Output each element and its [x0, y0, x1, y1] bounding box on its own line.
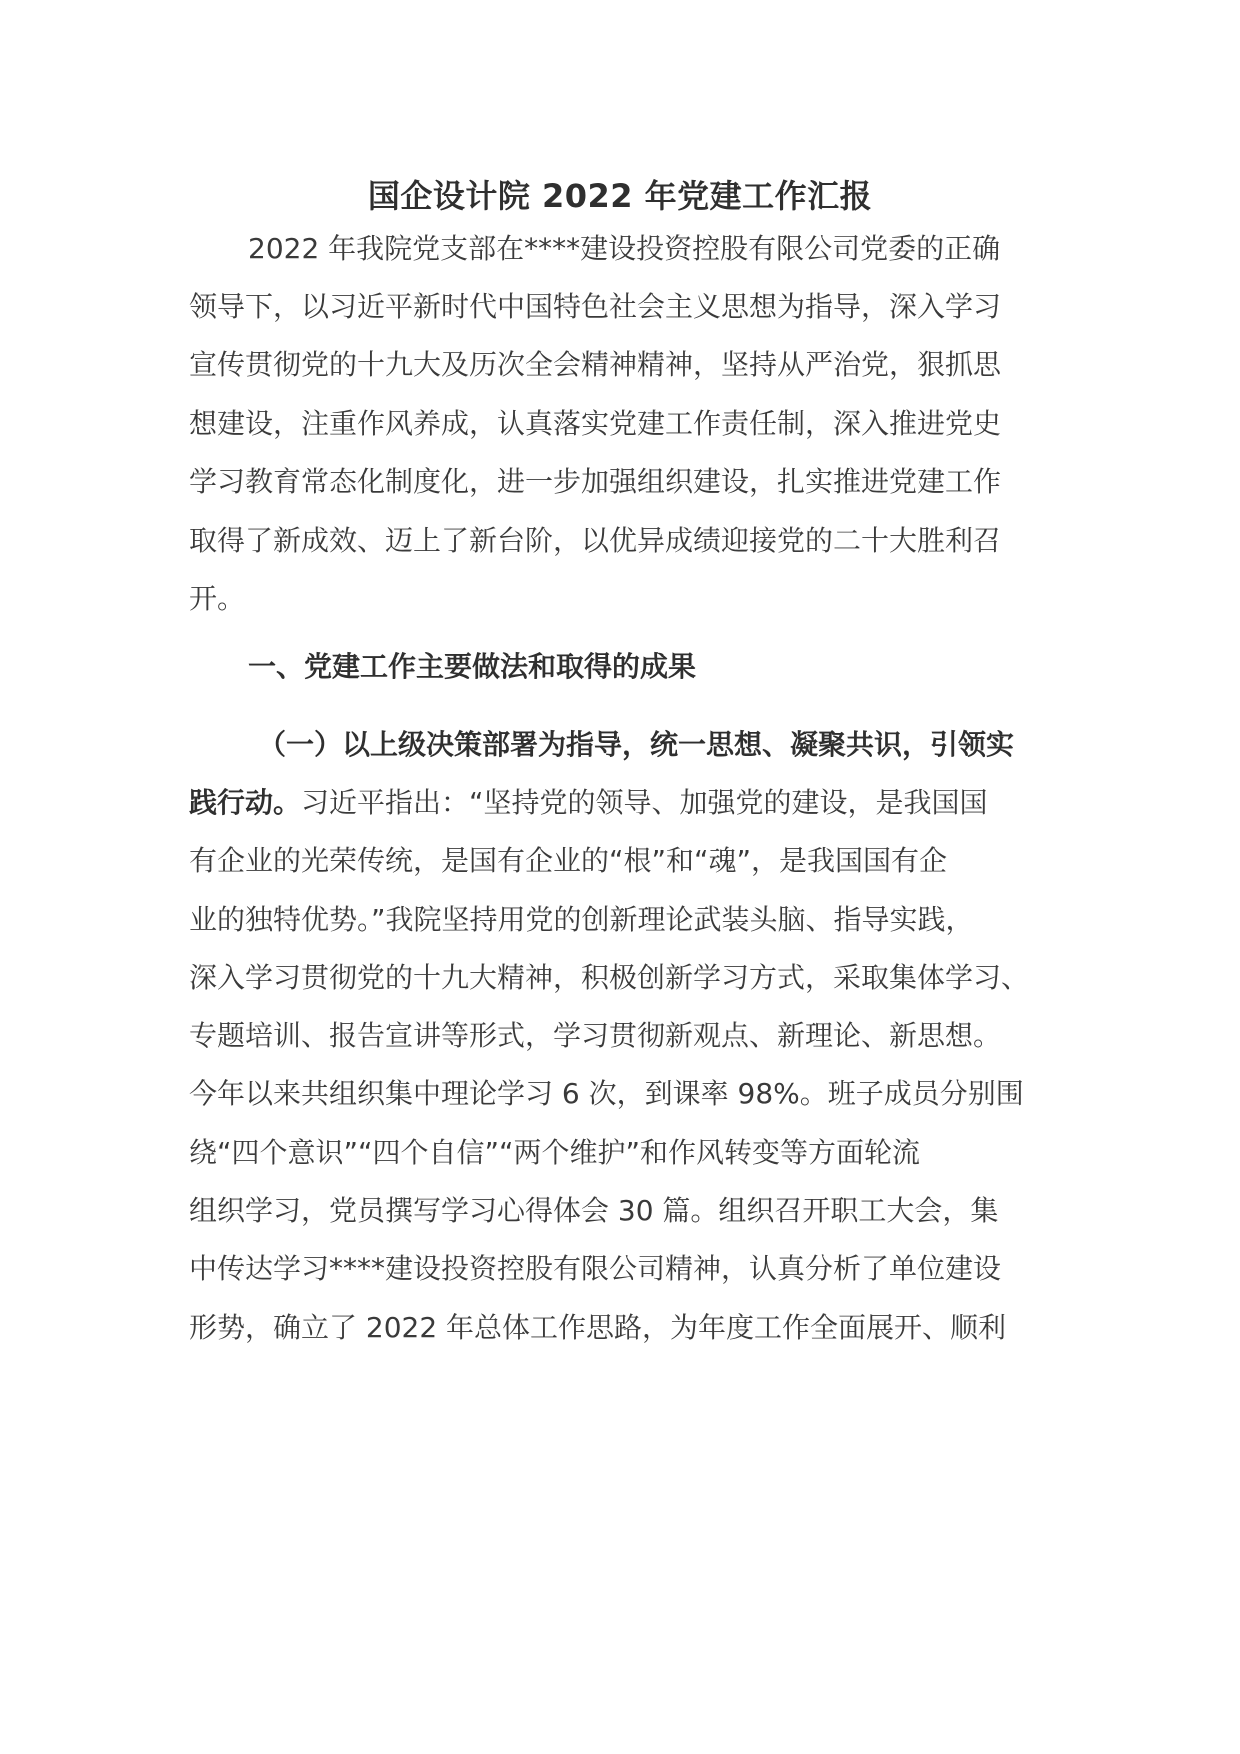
intro-line-2: 领导下，以习近平新时代中国特色社会主义思想为指导，深入学习 — [189, 290, 1002, 323]
subsection-1-line-2 — [189, 783, 988, 823]
subsection-1-body-line: 有企业的光荣传统，是国有企业的“根”和“魂”，是我国国有企 — [189, 844, 948, 877]
subsection-1-body-line: 业的独特优势。”我院坚持用党的创新理论武装头脑、指导实践， — [189, 903, 974, 936]
intro-line-1: 2022 年我院党支部在****建设投资控股有限公司党委的正确 — [248, 232, 1001, 265]
intro-line-5: 学习教育常态化制度化，进一步加强组织建设，扎实推进党建工作 — [189, 465, 1002, 498]
intro-line-6: 取得了新成效、迈上了新台阶，以优异成绩迎接党的二十大胜利召 — [189, 524, 1002, 557]
intro-line-3: 宣传贯彻党的十九大及历次全会精神精神，坚持从严治党，狠抓思 — [189, 348, 1002, 381]
subsection-1-body-line: 深入学习贯彻党的十九大精神，积极创新学习方式，采取集体学习、 — [189, 961, 1030, 994]
subsection-1-heading-end: 践行动。 — [189, 786, 302, 819]
document-title: 国企设计院 2022 年党建工作汇报 — [367, 177, 873, 215]
subsection-1-body-line: 绕“四个意识”“四个自信”“两个维护”和作风转变等方面轮流 — [189, 1136, 921, 1169]
subsection-1-body-line: 形势，确立了 2022 年总体工作思路，为年度工作全面展开、顺利 — [189, 1311, 1007, 1344]
subsection-1-body-line: 组织学习，党员撰写学习心得体会 30 篇。组织召开职工大会，集 — [189, 1194, 999, 1227]
section-1-heading: 一、党建工作主要做法和取得的成果 — [248, 650, 697, 683]
intro-line-7: 开。 — [189, 582, 246, 615]
intro-line-4: 想建设，注重作风养成，认真落实党建工作责任制，深入推进党史 — [189, 407, 1002, 440]
subsection-1-line-2-text: 习近平指出：“坚持党的领导、加强党的建设，是我国国 — [301, 786, 988, 819]
subsection-1-heading: （一）以上级决策部署为指导，统一思想、凝聚共识，引领实 — [258, 728, 1015, 761]
subsection-1-body-line: 专题培训、报告宣讲等形式，学习贯彻新观点、新理论、新思想。 — [189, 1019, 1002, 1052]
subsection-1-body-line: 中传达学习****建设投资控股有限公司精神，认真分析了单位建设 — [189, 1252, 1002, 1285]
subsection-1-body-line: 今年以来共组织集中理论学习 6 次，到课率 98%。班子成员分别围 — [189, 1077, 1024, 1110]
